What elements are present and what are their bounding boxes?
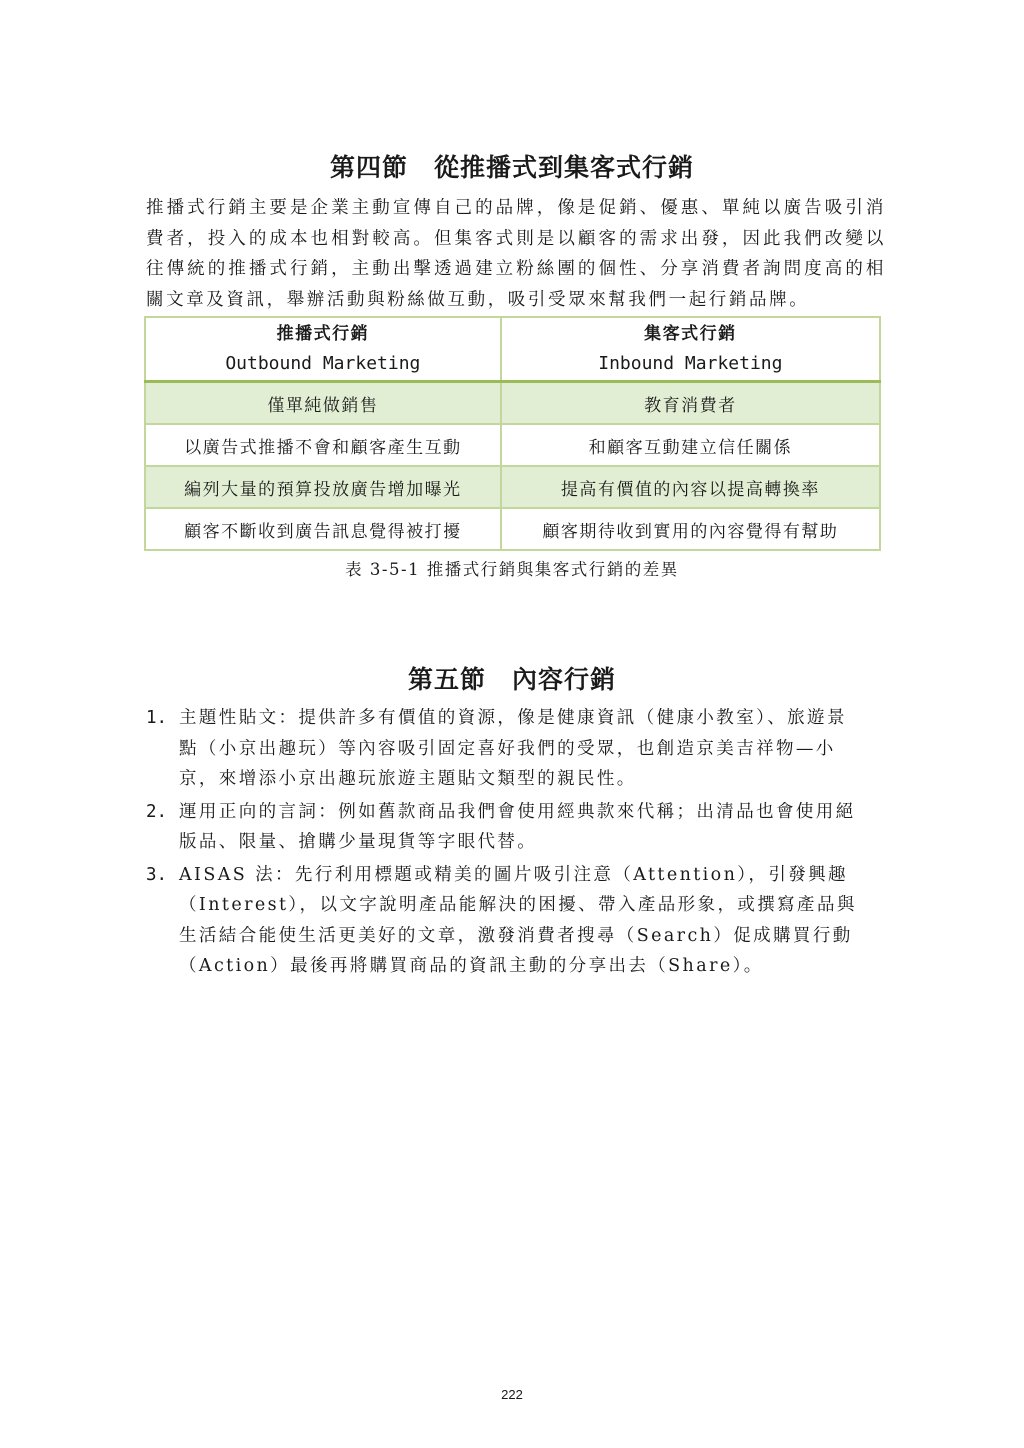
list-item <box>146 860 866 982</box>
list-item-text: 運用正向的言詞：例如舊款商品我們會使用經典款來代稱；出清品也會使用絕版品、限量、搶購少量現貨等字眼代替。 <box>179 801 856 852</box>
table-caption: 表 3-5-1 推播式行銷與集客式行銷的差異 <box>345 560 679 579</box>
table-header-row <box>145 317 880 382</box>
table-row <box>145 508 880 550</box>
table-row <box>145 466 880 508</box>
list-item-number: 1. <box>146 708 168 728</box>
header-inbound-en: Inbound Marketing <box>598 353 783 374</box>
list-item-text: 主題性貼文：提供許多有價值的資源，像是健康資訊（健康小教室）、旅遊景點（小京出趣玩）等內容吸引固定喜好我們的受眾，也創造京美吉祥物—小京，來增添小京出趣玩旅遊主題貼文類型的親民性。 <box>179 708 847 789</box>
header-inbound-zh: 集客式行銷 <box>644 324 737 344</box>
table-cell: 編列大量的預算投放廣告增加曝光 <box>145 466 501 508</box>
table-cell: 和顧客互動建立信任關係 <box>501 424 880 466</box>
comparison-table <box>144 316 881 551</box>
table-cell: 以廣告式推播不會和顧客產生互動 <box>145 424 501 466</box>
table-cell: 顧客不斷收到廣告訊息覺得被打擾 <box>145 508 501 550</box>
list-item-number: 2. <box>146 801 168 822</box>
page-number: 222 <box>501 1387 523 1402</box>
list-item <box>146 797 866 858</box>
table-cell: 提高有價值的內容以提高轉換率 <box>501 466 880 508</box>
table-cell: 顧客期待收到實用的內容覺得有幫助 <box>501 508 880 550</box>
header-outbound-en: Outbound Marketing <box>225 353 421 374</box>
header-inbound <box>501 317 880 382</box>
list-item-number: 3. <box>146 864 168 885</box>
section-4-title: 第四節 從推播式到集客式行銷 <box>329 153 694 182</box>
table-row <box>145 424 880 466</box>
section-4-paragraph: 推播式行銷主要是企業主動宣傳自己的品牌，像是促銷、優惠、單純以廣告吸引消費者，投入的成本也相對較高。但集客式則是以顧客的需求出發，因此我們改變以往傳統的推播式行銷，主動出擊透過建立粉絲團的個性、分享消費者詢問度高的相關文章及資訊，舉辦活動與粉絲做互動，吸引受眾來幫我們一起行銷品牌。 <box>146 198 886 310</box>
header-outbound <box>145 317 501 382</box>
header-outbound-zh: 推播式行銷 <box>276 324 370 344</box>
list-item-text: AISAS 法：先行利用標題或精美的圖片吸引注意（Attention），引發興趣（Interest），以文字說明產品能解決的困擾、帶入產品形象，或撰寫產品與生活結合能使生活更美好的文章，激發消費者搜尋（Search）促成購買行動（Action）最後再將購買商品的資訊主動的分享出去（Share）。 <box>179 864 857 976</box>
table-row <box>145 382 880 425</box>
list-item <box>146 703 866 795</box>
table-cell: 僅單純做銷售 <box>145 382 501 425</box>
table-cell: 教育消費者 <box>501 382 880 425</box>
section-5-list <box>146 703 866 984</box>
section-5-title: 第五節 內容行銷 <box>407 665 616 694</box>
